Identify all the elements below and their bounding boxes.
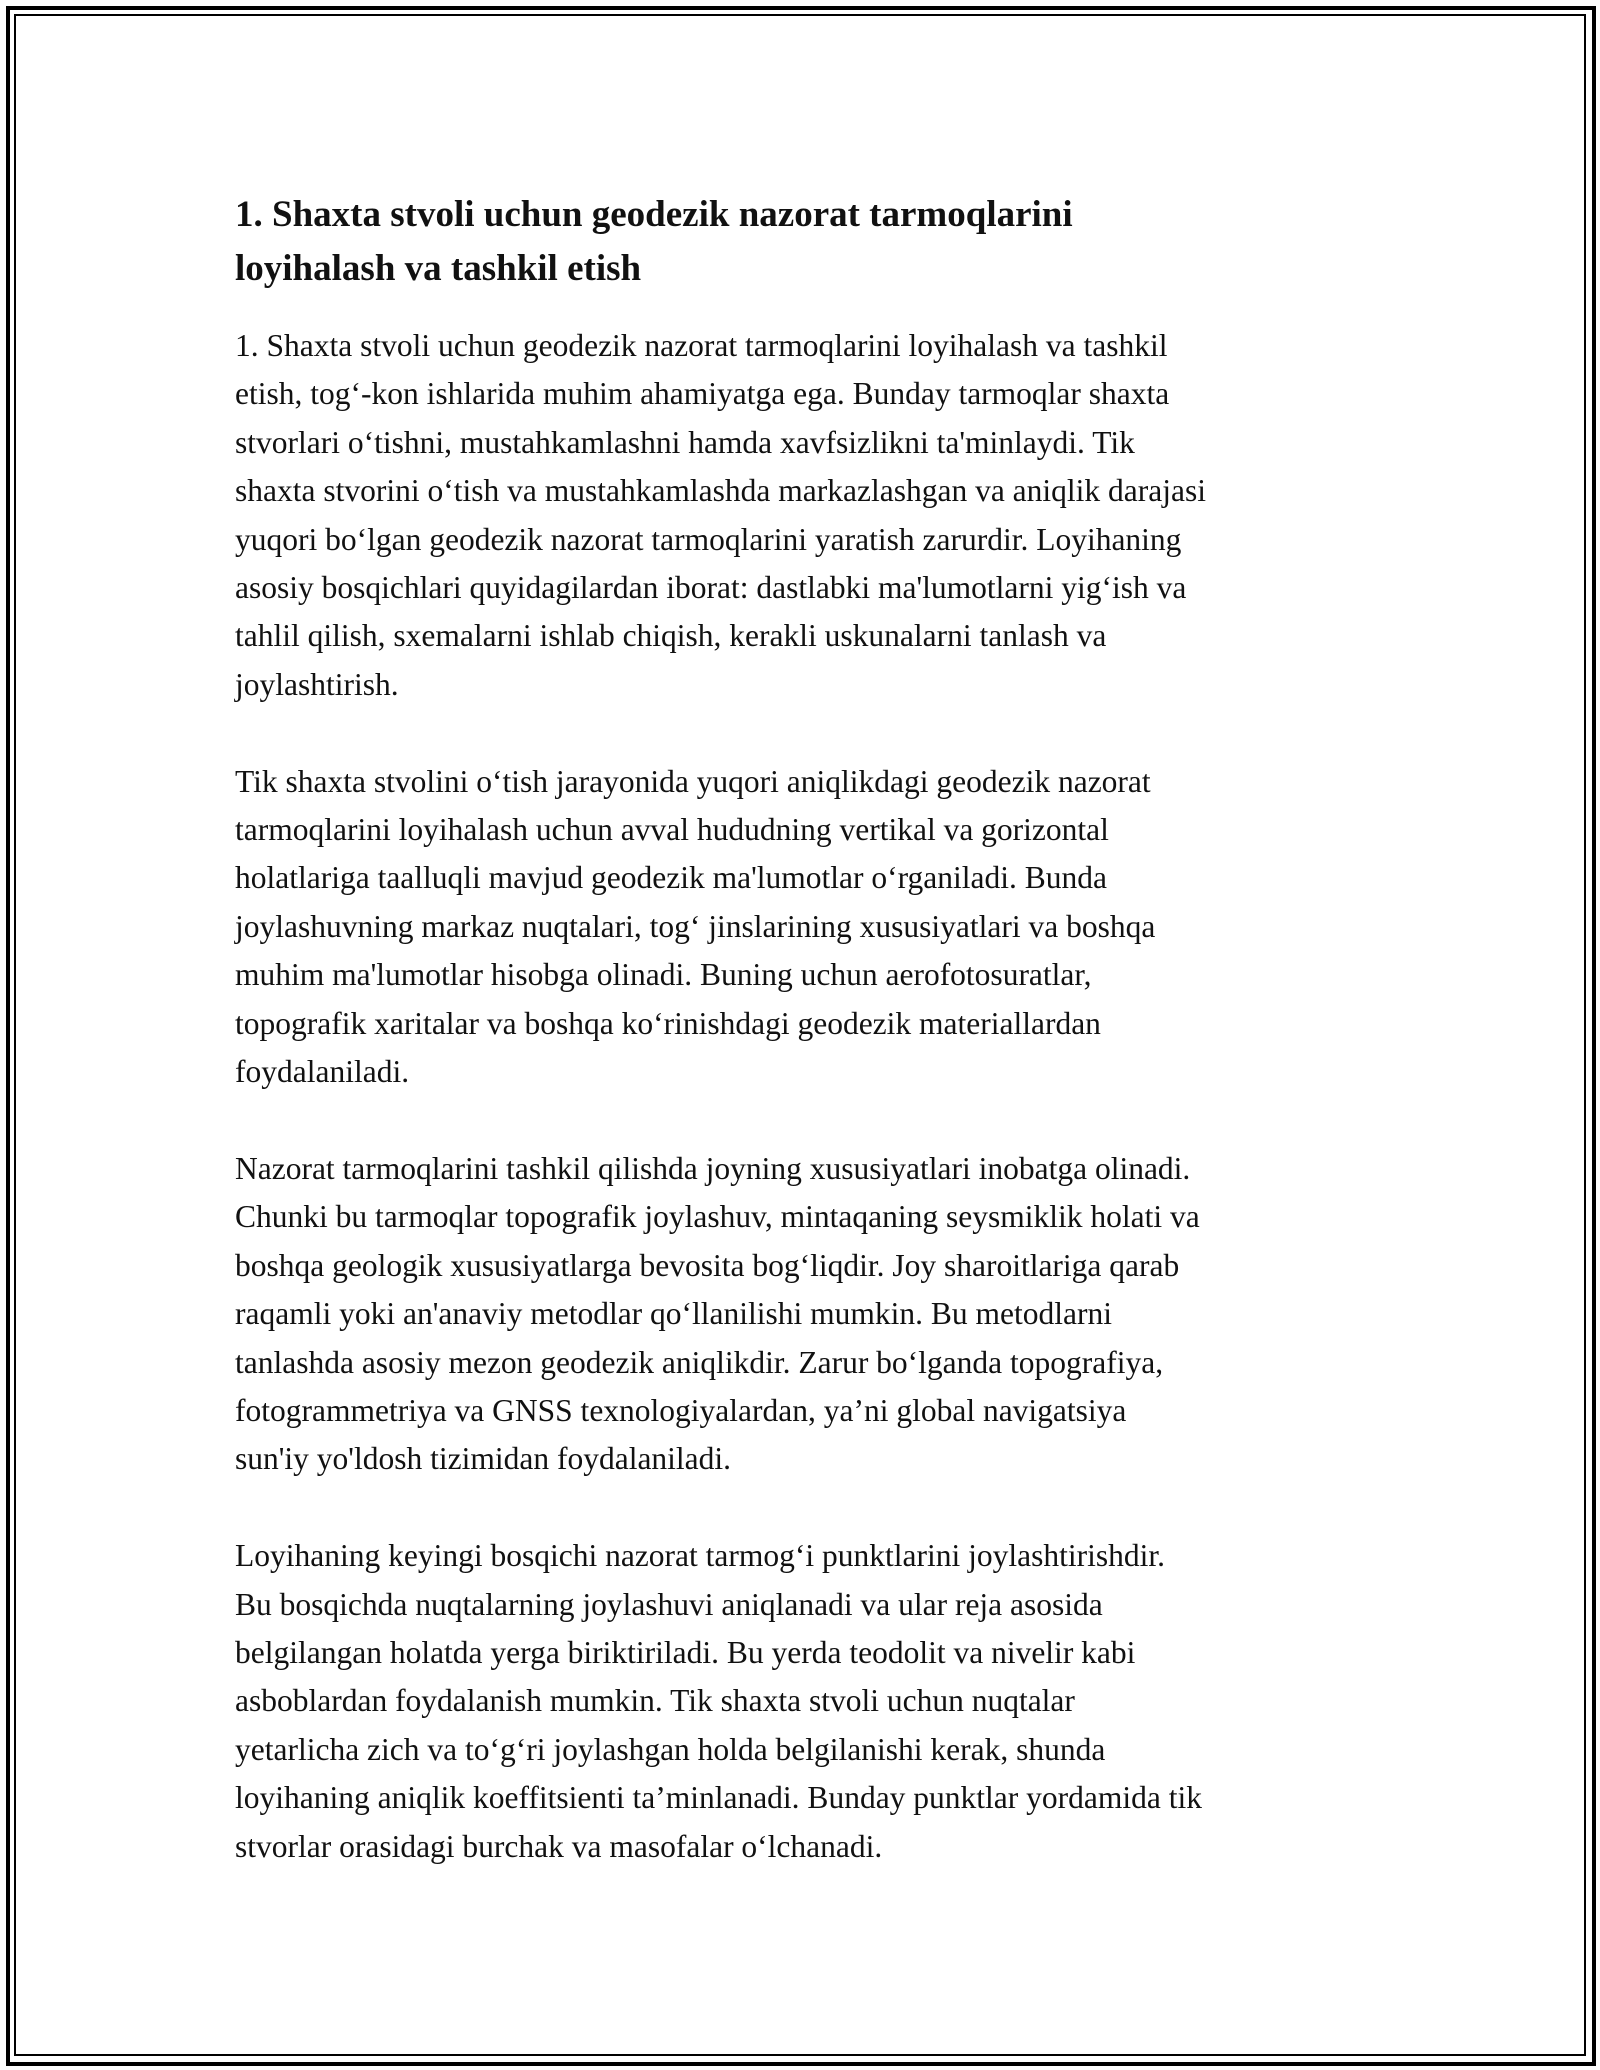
text-line: stvorlar orasidagi burchak va masofalar o‘lchanadi. — [235, 1828, 883, 1864]
text-line: joylashtirish. — [235, 666, 399, 702]
text-line: boshqa geologik xususiyatlarga bevosita bog‘liqdir. Joy sharoitlariga qarab — [235, 1247, 1180, 1283]
text-line: asosiy bosqichlari quyidagilardan iborat: dastlabki ma'lumotlarni yig‘ish va — [235, 570, 1187, 606]
text-line: asboblardan foydalanish mumkin. Tik shaxta stvoli uchun nuqtalar — [235, 1683, 1075, 1719]
text-line: sun'iy yo'ldosh tizimidan foydalaniladi. — [235, 1441, 732, 1477]
text-line: belgilangan holatda yerga biriktiriladi. Bu yerda teodolit va nivelir kabi — [235, 1634, 1136, 1670]
text-line: foydalaniladi. — [235, 1054, 410, 1090]
heading-line: 1. Shaxta stvoli uchun geodezik nazorat tarmoqlarini — [235, 194, 1073, 235]
text-line: yetarlicha zich va to‘g‘ri joylashgan holda belgilanishi kerak, shunda — [235, 1731, 1106, 1767]
text-line: fotogrammetriya va GNSS texnologiyalardan, ya’ni global navigatsiya — [235, 1392, 1127, 1428]
text-line: etish, tog‘-kon ishlarida muhim ahamiyatga ega. Bunday tarmoqlar shaxta — [235, 376, 1170, 412]
text-line: 1. Shaxta stvoli uchun geodezik nazorat tarmoqlarini loyihalash va tashkil — [235, 328, 1168, 363]
section-heading — [235, 188, 1375, 296]
paragraph-2 — [235, 758, 1375, 1097]
text-line: topografik xaritalar va boshqa ko‘rinishdagi geodezik materiallardan — [235, 1005, 1101, 1041]
text-line: raqamli yoki an'anaviy metodlar qo‘llanilishi mumkin. Bu metodlarni — [235, 1296, 1113, 1332]
text-line: Chunki bu tarmoqlar topografik joylashuv, mintaqaning seysmiklik holati va — [235, 1199, 1200, 1235]
text-line: Tik shaxta stvolini o‘tish jarayonida yuqori aniqlikdagi geodezik nazorat — [235, 763, 1151, 799]
text-line: muhim ma'lumotlar hisobga olinadi. Buning uchun aerofotosuratlar, — [235, 957, 1092, 993]
text-line: Nazorat tarmoqlarini tashkil qilishda joyning xususiyatlari inobatga olinadi. — [235, 1150, 1191, 1186]
text-line: tarmoqlarini loyihalash uchun avval hududning vertikal va gorizontal — [235, 812, 1109, 848]
text-line: tanlashda asosiy mezon geodezik aniqlikdir. Zarur bo‘lganda topografiya, — [235, 1344, 1164, 1380]
text-line: stvorlari o‘tishni, mustahkamlashni hamda xavfsizlikni ta'minlaydi. Tik — [235, 424, 1135, 460]
text-line: loyihaning aniqlik koeffitsienti ta’minlanadi. Bunday punktlar yordamida tik — [235, 1780, 1202, 1816]
text-line: tahlil qilish, sxemalarni ishlab chiqish, kerakli uskunalarni tanlash va — [235, 618, 1107, 654]
document-body — [235, 188, 1375, 1919]
text-line: holatlariga taalluqli mavjud geodezik ma'lumotlar o‘rganiladi. Bunda — [235, 860, 1107, 896]
text-line: Loyihaning keyingi bosqichi nazorat tarmog‘i punktlarini joylashtirishdir. — [235, 1538, 1165, 1574]
text-line: joylashuvning markaz nuqtalari, tog‘ jinslarining xususiyatlari va boshqa — [235, 908, 1156, 944]
heading-line: loyihalash va tashkil etish — [235, 248, 642, 289]
paragraph-4 — [235, 1532, 1375, 1871]
paragraph-1 — [235, 322, 1375, 709]
paragraph-3 — [235, 1145, 1375, 1484]
text-line: yuqori bo‘lgan geodezik nazorat tarmoqlarini yaratish zarurdir. Loyihaning — [235, 521, 1182, 557]
text-line: shaxta stvorini o‘tish va mustahkamlashda markazlashgan va aniqlik darajasi — [235, 473, 1206, 509]
text-line: Bu bosqichda nuqtalarning joylashuvi aniqlanadi va ular reja asosida — [235, 1586, 1103, 1622]
